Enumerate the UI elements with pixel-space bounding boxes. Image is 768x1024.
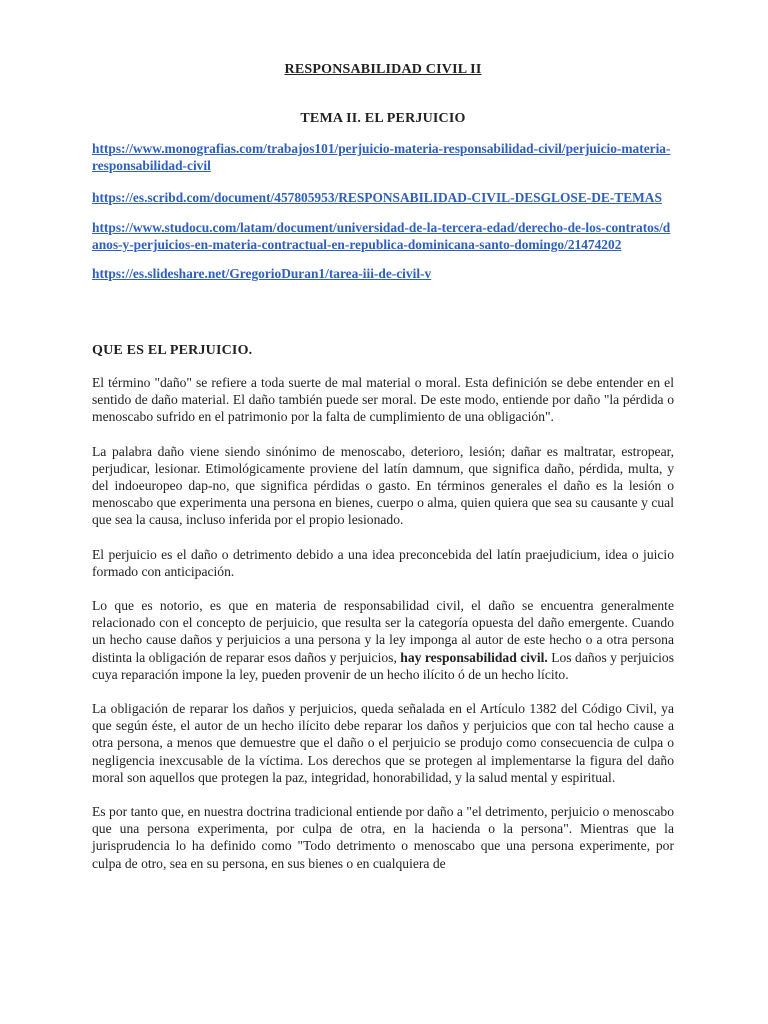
reference-link-slideshare[interactable]: https://es.slideshare.net/GregorioDuran1/tarea-iii-de-civil-v: [92, 266, 432, 281]
document-subtitle: TEMA II. EL PERJUICIO: [300, 111, 466, 126]
reference-link-scribd[interactable]: https://es.scribd.com/document/457805953/RESPONSABILIDAD-CIVIL-DESGLOSE-DE-TEMAS: [92, 190, 662, 205]
reference-link-monografias[interactable]: https://www.monografias.com/trabajos101/perjuicio-materia-responsabilidad-civil/perjuicio-materia-responsabilidad-civil: [92, 141, 671, 173]
paragraph-6: Es por tanto que, en nuestra doctrina tradicional entiende por daño a "el detrimento, perjuicio o menoscabo que una persona experimenta, por culpa de otra, en la hacienda o la persona". Mientras que la jurisprudencia lo ha definido como "Todo detrimento o menoscabo que una persona experimente, por culpa de otro, sea en su persona, en sus bienes o en cualquiera de: [92, 804, 674, 871]
paragraph-4: [92, 597, 674, 683]
document-title: RESPONSABILIDAD CIVIL II: [284, 62, 482, 77]
paragraph-5: La obligación de reparar los daños y perjuicios, queda señalada en el Artículo 1382 del Código Civil, ya que según éste, el autor de un hecho ilícito debe reparar los daños y perjuicios que con tal hecho cause a otra persona, a menos que demuestre que el daño o el perjuicio se produjo como consecuencia de culpa o negligencia inexcusable de la víctima. Los derechos que se protegen al implementarse la figura del daño moral son aquellos que protegen la paz, integridad, honorabilidad, y la salud mental y espiritual.: [92, 701, 674, 785]
paragraph-2: La palabra daño viene siendo sinónimo de menoscabo, deterioro, lesión; dañar es maltratar, estropear, perjudicar, lesionar. Etimológicamente proviene del latín damnum, que significa daño, pérdida, multa, y del indoeuropeo dap-no, que significa pérdidas o gasto. En términos generales el daño es la lesión o menoscabo que experimenta una persona en bienes, cuerpo o alma, quien quiera que sea su causante y cual que sea la causa, incluso inferida por el propio lesionado.: [92, 443, 674, 528]
paragraph-3: El perjuicio es el daño o detrimento debido a una idea preconcebida del latín praejudicium, idea o juicio formado con anticipación.: [92, 546, 674, 579]
document-page: [92, 0, 674, 1024]
paragraph-4-bold-text: hay responsabilidad civil.: [400, 649, 548, 665]
reference-links: [92, 140, 674, 296]
body-text: [92, 374, 674, 889]
paragraph-4-text-before: Lo que es notorio, es que en materia de responsabilidad civil, el daño se encuentra generalmente relacionado con el concepto de perjuicio, que resulta ser la categoría opuesta del daño emergente. Cuando un hecho cause daños y perjuicios a una persona y la ley imponga al autor de este hecho o a otra persona distinta la obligación de reparar esos daños y perjuicios,: [92, 598, 674, 665]
paragraph-1: El término "daño" se refiere a toda suerte de mal material o moral. Esta definición se debe entender en el sentido de daño material. El daño también puede ser moral. De este modo, entiende por daño "la pérdida o menoscabo sufrido en el patrimonio por la falta de cumplimiento de una obligación".: [92, 375, 674, 425]
reference-link-studocu[interactable]: https://www.studocu.com/latam/document/universidad-de-la-tercera-edad/derecho-de-los-contratos/danos-y-perjuicios-en-materia-contractual-en-republica-dominicana-santo-domingo/21474202: [92, 220, 671, 252]
section-heading: QUE ES EL PERJUICIO.: [92, 343, 253, 358]
paragraph-4-text-after: Los daños y perjuicios cuya reparación impone la ley, pueden provenir de un hecho ilícito ó de un hecho lícito.: [92, 649, 674, 682]
